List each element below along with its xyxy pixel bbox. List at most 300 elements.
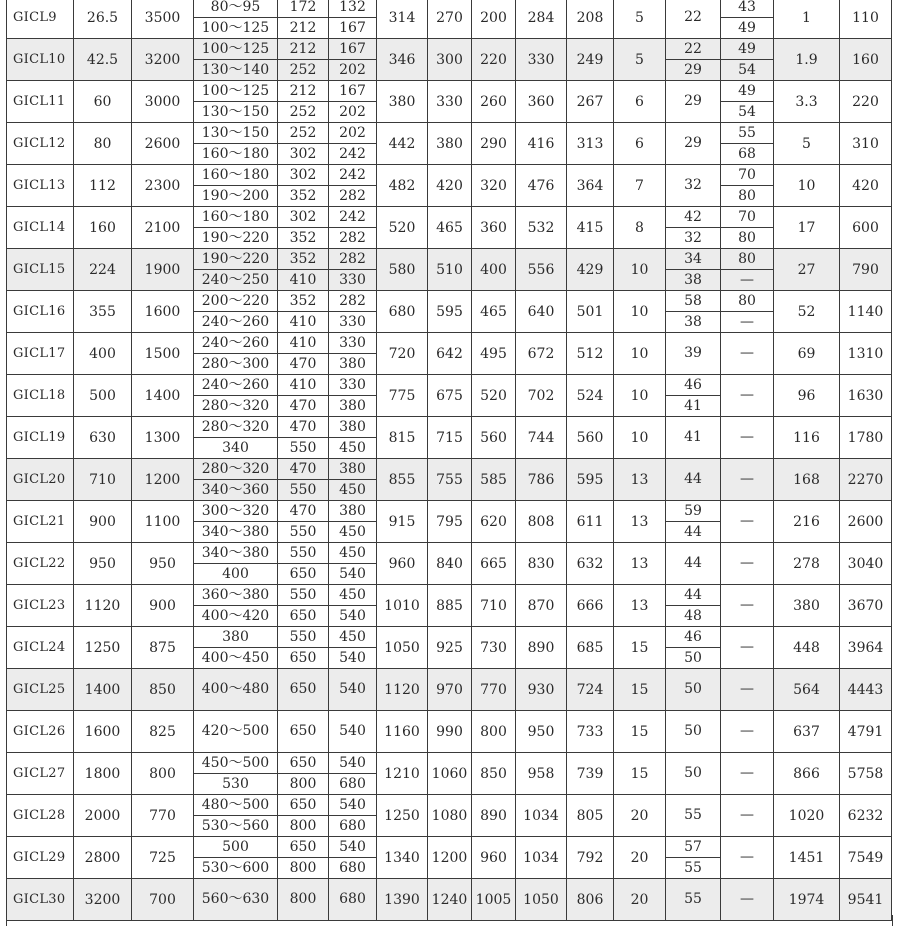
cell-a: 792 [567,837,614,879]
cell-l1-lower: 550 [289,482,317,498]
cell-bore [194,333,278,375]
cell-e2-value: — [740,765,754,781]
cell-l2 [329,585,377,627]
cell-bore-upper: 130～150 [194,123,277,144]
cell-speed: 3000 [132,81,194,123]
cell-l1 [278,711,329,753]
cell-inertia: 5 [774,123,840,165]
cell-e2 [721,165,774,207]
cell-b: 702 [516,375,567,417]
cell-l1-upper: 550 [278,627,328,648]
cell-l2-upper: 282 [329,249,376,270]
cell-l1-upper: 252 [278,123,328,144]
cell-e2-lower: 54 [738,62,756,78]
cell-b: 640 [516,291,567,333]
cell-e2-upper: 70 [721,207,773,228]
cell-l1-lower: 470 [289,356,317,372]
cell-e-upper: 46 [666,627,720,648]
cell-l2-upper: 330 [329,333,376,354]
table-row [7,291,892,333]
cell-l1-upper: 172 [278,0,328,18]
cell-e-value: 39 [684,345,702,361]
cell-l1-lower: 302 [289,146,317,162]
cell-bore-upper: 380 [194,627,277,648]
cell-l2-upper: 540 [329,753,376,774]
cell-e2-lower: 68 [738,146,756,162]
cell-l1-value: 800 [289,891,317,907]
cell-e2 [721,459,774,501]
cell-l2-upper: 330 [329,375,376,396]
cell-l2-upper: 540 [329,795,376,816]
cell-bore [194,375,278,417]
cell-l2-upper: 167 [329,39,376,60]
cell-b: 1034 [516,837,567,879]
cell-torque: 2000 [74,795,132,837]
cell-e2 [721,837,774,879]
cell-speed: 2600 [132,123,194,165]
cell-l1 [278,669,329,711]
cell-model: GICL21 [7,501,74,543]
cell-d: 1250 [377,795,428,837]
cell-e [666,165,721,207]
cell-mass: 9541 [840,879,892,921]
cell-e2 [721,0,774,39]
cell-torque: 1600 [74,711,132,753]
cell-d1: 840 [428,543,472,585]
cell-c: 13 [614,501,666,543]
cell-l1-upper: 352 [278,249,328,270]
cell-torque: 80 [74,123,132,165]
table-row [7,837,892,879]
cell-l1 [278,0,329,39]
cell-bore [194,543,278,585]
cell-d: 346 [377,39,428,81]
cell-e [666,0,721,39]
cell-l1-upper: 550 [278,543,328,564]
cell-l2 [329,81,377,123]
cell-l2-lower: 540 [339,566,366,582]
table-row [7,81,892,123]
table-row [7,543,892,585]
cell-e [666,795,721,837]
cell-l2-lower: 450 [339,524,366,540]
cell-e2-upper: 49 [721,81,773,102]
cell-d1: 1240 [428,879,472,921]
cell-speed: 770 [132,795,194,837]
cell-e-lower: 41 [684,398,702,414]
cell-inertia: 380 [774,585,840,627]
cell-l2-lower: 282 [339,188,366,204]
cell-mass: 1310 [840,333,892,375]
cell-a: 208 [567,0,614,39]
cell-e [666,207,721,249]
cell-l1 [278,417,329,459]
cell-torque: 60 [74,81,132,123]
cell-bore [194,417,278,459]
table-row [7,501,892,543]
cell-l2-value: 540 [339,723,366,739]
cell-c: 15 [614,627,666,669]
cell-l2-lower: 167 [339,20,366,36]
cell-c: 20 [614,795,666,837]
cell-l2 [329,459,377,501]
cell-speed: 1400 [132,375,194,417]
cell-inertia: 96 [774,375,840,417]
cell-d2: 960 [472,837,516,879]
cell-mass: 7549 [840,837,892,879]
cell-d: 1210 [377,753,428,795]
cell-d2: 890 [472,795,516,837]
cell-c: 6 [614,123,666,165]
cell-d2: 495 [472,333,516,375]
cell-e2 [721,585,774,627]
cell-bore-upper: 200～220 [194,291,277,312]
cell-e-lower: 32 [684,230,702,246]
cell-l2-lower: 202 [339,62,366,78]
cell-l2 [329,795,377,837]
cell-l2-upper: 380 [329,501,376,522]
cell-bore-lower: 190～200 [201,188,270,204]
table-row [7,333,892,375]
cell-l1-upper: 302 [278,207,328,228]
cell-mass: 420 [840,165,892,207]
cell-d2: 400 [472,249,516,291]
cell-a: 313 [567,123,614,165]
cell-mass: 3670 [840,585,892,627]
cell-bore [194,837,278,879]
cell-d: 960 [377,543,428,585]
cell-l1-upper: 212 [278,81,328,102]
cell-d1: 1200 [428,837,472,879]
cell-d: 380 [377,81,428,123]
cell-l1 [278,291,329,333]
cell-e [666,543,721,585]
cell-l1-lower: 800 [289,818,317,834]
cell-b: 284 [516,0,567,39]
cell-l1 [278,249,329,291]
cell-e-lower: 48 [684,608,702,624]
cell-l2-upper: 380 [329,459,376,480]
cell-l2-lower: 282 [339,230,366,246]
cell-l1 [278,543,329,585]
cell-e [666,249,721,291]
cell-e [666,39,721,81]
cell-l2 [329,333,377,375]
cell-b: 476 [516,165,567,207]
cell-e2 [721,543,774,585]
cell-l1 [278,123,329,165]
cell-d1: 715 [428,417,472,459]
cell-d2: 360 [472,207,516,249]
cell-mass: 6232 [840,795,892,837]
cell-c: 20 [614,837,666,879]
cell-l2-lower: 242 [339,146,366,162]
cell-l1 [278,39,329,81]
cell-torque: 112 [74,165,132,207]
cell-bore-lower: 240～260 [201,314,270,330]
cell-b: 672 [516,333,567,375]
cell-d: 1120 [377,669,428,711]
cell-b: 416 [516,123,567,165]
cell-d1: 675 [428,375,472,417]
cell-d: 520 [377,207,428,249]
cell-l1-lower: 352 [289,230,317,246]
cell-l2 [329,543,377,585]
cell-torque: 1400 [74,669,132,711]
cell-e-lower: 38 [684,272,702,288]
cell-bore-lower: 280～320 [201,398,270,414]
cell-inertia: 1020 [774,795,840,837]
cell-bore-upper: 190～220 [194,249,277,270]
cell-bore-lower: 280～300 [201,356,270,372]
cell-a: 806 [567,879,614,921]
cell-l2-lower: 450 [339,482,366,498]
cell-e [666,711,721,753]
cell-model: GICL18 [7,375,74,417]
cell-d1: 465 [428,207,472,249]
cell-bore-lower: 340～360 [201,482,270,498]
cell-d: 442 [377,123,428,165]
cell-l1-lower: 650 [289,608,317,624]
cell-b: 830 [516,543,567,585]
cell-l2-upper: 242 [329,207,376,228]
cell-e2-lower: — [740,272,754,288]
cell-a: 415 [567,207,614,249]
cell-mass: 160 [840,39,892,81]
cell-l2-lower: 680 [339,776,366,792]
cell-e2-upper: 49 [721,39,773,60]
cell-l1 [278,207,329,249]
cell-d1: 510 [428,249,472,291]
cell-e2-upper: 80 [721,249,773,270]
cell-e2 [721,669,774,711]
cell-l1-upper: 410 [278,333,328,354]
cell-d2: 220 [472,39,516,81]
cell-d2: 560 [472,417,516,459]
cell-b: 360 [516,81,567,123]
cell-e2-value: — [740,555,754,571]
cell-l2 [329,711,377,753]
cell-bore-lower: 340 [222,440,249,456]
cell-bore [194,0,278,39]
cell-e-upper: 46 [666,375,720,396]
cell-speed: 900 [132,585,194,627]
cell-d: 1160 [377,711,428,753]
cell-b: 870 [516,585,567,627]
cell-e [666,501,721,543]
cell-e-lower: 50 [684,650,702,666]
cell-torque: 355 [74,291,132,333]
cell-mass: 1780 [840,417,892,459]
cell-l1-lower: 410 [289,314,317,330]
cell-d: 1390 [377,879,428,921]
cell-speed: 800 [132,753,194,795]
cell-model: GICL24 [7,627,74,669]
cell-bore-value: 560～630 [201,891,270,907]
cell-e2 [721,249,774,291]
cell-d1: 1060 [428,753,472,795]
cell-torque: 1250 [74,627,132,669]
cell-bore-upper: 300～320 [194,501,277,522]
cell-l1 [278,501,329,543]
cell-l1-upper: 470 [278,501,328,522]
cell-l1-upper: 470 [278,417,328,438]
cell-l1 [278,165,329,207]
cell-l1-upper: 212 [278,39,328,60]
cell-d1: 990 [428,711,472,753]
cell-l1 [278,627,329,669]
cell-torque: 950 [74,543,132,585]
cell-d: 314 [377,0,428,39]
cell-e [666,669,721,711]
cell-torque: 2800 [74,837,132,879]
cell-l2 [329,501,377,543]
cell-l1-lower: 800 [289,776,317,792]
cell-l2-lower: 202 [339,104,366,120]
cell-bore-upper: 340～380 [194,543,277,564]
table-row [7,753,892,795]
cell-e2-value: — [740,723,754,739]
cell-bore-lower: 400～420 [201,608,270,624]
table-row [7,627,892,669]
cell-bore-upper: 80～95 [194,0,277,18]
cell-e2-lower: 80 [738,188,756,204]
cell-e2 [721,81,774,123]
cell-speed: 825 [132,711,194,753]
cell-d: 815 [377,417,428,459]
cell-bore-upper: 480～500 [194,795,277,816]
cell-bore-lower: 240～250 [201,272,270,288]
cell-e [666,291,721,333]
cell-model: GICL10 [7,39,74,81]
cell-l1-upper: 650 [278,837,328,858]
cell-e2-upper: 43 [721,0,773,18]
cell-d2: 200 [472,0,516,39]
cell-bore [194,501,278,543]
table-row [7,375,892,417]
cell-c: 10 [614,249,666,291]
cell-inertia: 1 [774,0,840,39]
cell-speed: 3500 [132,0,194,39]
cell-l1-lower: 352 [289,188,317,204]
cell-l2-upper: 380 [329,417,376,438]
cell-model: GICL27 [7,753,74,795]
cell-l1 [278,753,329,795]
cell-a: 632 [567,543,614,585]
cell-l2-lower: 540 [339,650,366,666]
cell-bore [194,585,278,627]
cell-e2 [721,375,774,417]
cell-inertia: 448 [774,627,840,669]
cell-e2-value: — [740,387,754,403]
cell-torque: 160 [74,207,132,249]
cell-bore-upper: 280～320 [194,417,277,438]
cell-d: 680 [377,291,428,333]
cell-l2-upper: 450 [329,627,376,648]
cell-l1-upper: 352 [278,291,328,312]
cell-l2-lower: 680 [339,860,366,876]
cell-e-value: 55 [684,807,702,823]
table-row [7,417,892,459]
cell-b: 330 [516,39,567,81]
cell-torque: 710 [74,459,132,501]
cell-c: 13 [614,585,666,627]
cell-speed: 950 [132,543,194,585]
cell-model: GICL13 [7,165,74,207]
cell-a: 429 [567,249,614,291]
cell-d: 1340 [377,837,428,879]
cell-e-upper: 57 [666,837,720,858]
cell-c: 13 [614,459,666,501]
cell-c: 15 [614,753,666,795]
cell-l2-upper: 202 [329,123,376,144]
cell-mass: 600 [840,207,892,249]
cell-inertia: 1451 [774,837,840,879]
cell-b: 930 [516,669,567,711]
cell-model: GICL26 [7,711,74,753]
cell-l1-lower: 550 [289,440,317,456]
cell-e-upper: 59 [666,501,720,522]
cell-e-value: 22 [684,9,702,25]
cell-speed: 850 [132,669,194,711]
cell-a: 739 [567,753,614,795]
cell-inertia: 866 [774,753,840,795]
cell-l2-upper: 132 [329,0,376,18]
cell-l1-upper: 550 [278,585,328,606]
cell-inertia: 52 [774,291,840,333]
cell-bore-lower: 130～140 [201,62,270,78]
cell-d1: 1080 [428,795,472,837]
cell-a: 512 [567,333,614,375]
cell-mass: 310 [840,123,892,165]
cell-e2-value: — [740,429,754,445]
table-row [7,165,892,207]
cell-l2-lower: 380 [339,356,366,372]
cell-e2-upper: 70 [721,165,773,186]
cell-e2-upper: 55 [721,123,773,144]
coupling-spec-table [6,0,892,921]
cell-c: 13 [614,543,666,585]
cell-d2: 320 [472,165,516,207]
cell-l2-lower: 680 [339,818,366,834]
cell-l1-upper: 302 [278,165,328,186]
cell-e [666,459,721,501]
cell-inertia: 3.3 [774,81,840,123]
cell-bore [194,123,278,165]
cell-l2-value: 680 [339,891,366,907]
cell-d2: 290 [472,123,516,165]
cell-model: GICL29 [7,837,74,879]
cell-l2 [329,0,377,39]
cell-l2-lower: 330 [339,272,366,288]
cell-bore-lower: 530～560 [201,818,270,834]
cell-d: 1050 [377,627,428,669]
cell-e [666,837,721,879]
cell-c: 5 [614,0,666,39]
cell-e2-upper: 80 [721,291,773,312]
cell-bore-upper: 280～320 [194,459,277,480]
cell-e [666,417,721,459]
cell-e-value: 32 [684,177,702,193]
cell-e2 [721,333,774,375]
cell-mass: 4791 [840,711,892,753]
cell-l1 [278,81,329,123]
cell-speed: 1200 [132,459,194,501]
cell-l2-lower: 450 [339,440,366,456]
cell-torque: 26.5 [74,0,132,39]
cell-model: GICL25 [7,669,74,711]
cell-inertia: 116 [774,417,840,459]
